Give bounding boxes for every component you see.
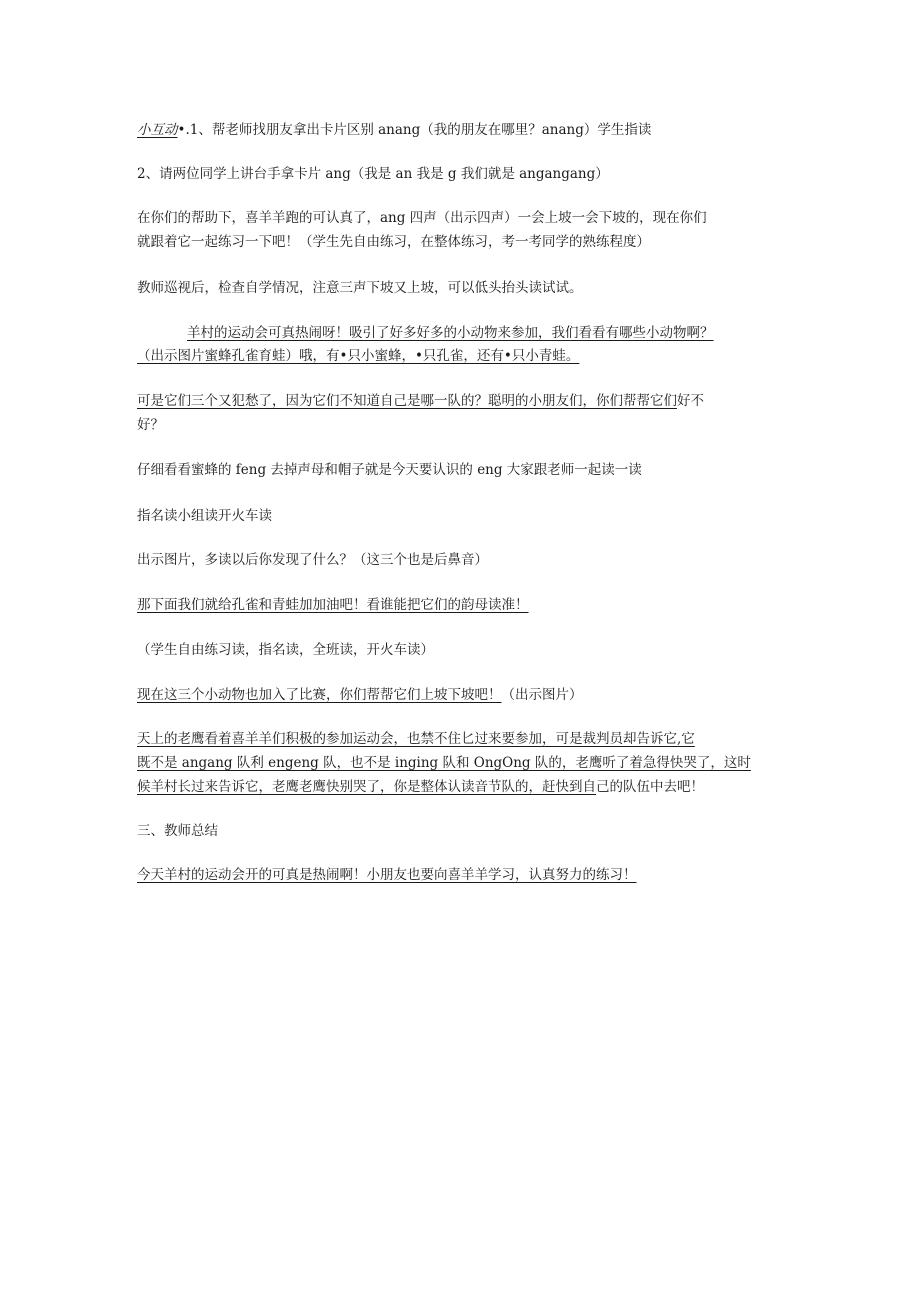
sports-meet-text-2: （出示图片蜜蜂孔雀育蛙）哦，有•只小蜜蜂，•只孔雀，还有•只小青蛙。: [137, 348, 580, 364]
summary-text: 今天羊村的运动会开的可真是热闹啊！小朋友也要向喜羊羊学习，认真努力的练习！: [137, 867, 637, 883]
paragraph-eagle-line-2: [137, 752, 797, 774]
paragraph-teacher-check: 教师巡视后，检查自学情况，注意三声下坡又上坡，可以低头抬头读试试。: [137, 280, 583, 296]
paragraph-eng-intro: 仔细看看蜜蜂的 feng 去掉声母和帽子就是今天要认识的 eng 大家跟老师一起读一读: [137, 462, 642, 478]
paragraph-team-question-line-2: 好？: [137, 417, 164, 433]
team-question-rest: 好不: [677, 393, 704, 409]
paragraph-sports-meet-line-1: [187, 322, 847, 344]
eagle-text-1: 天上的老鹰看着喜羊羊们积极的参加运动会，也禁不住匕过来要参加，可是裁判员却告诉它,它: [137, 731, 695, 747]
paragraph-team-question-line-1: [137, 390, 797, 412]
sports-meet-text-1: 羊村的运动会可真热闹呀！吸引了好多好多的小动物来参加，我们看看有哪些小动物啊？: [187, 325, 714, 341]
paragraph-practice-line-1: 在你们的帮助下，喜羊羊跑的可认真了，ang 四声（出示四声）一会上坡一会下坡的，现在你们: [137, 210, 707, 226]
paragraph-show-picture: 出示图片，多读以后你发现了什么？（这三个也是后鼻音）: [137, 552, 488, 568]
paragraph-sports-meet-line-2: [137, 345, 797, 367]
paragraph-eagle-line-1: [137, 728, 797, 750]
interaction-text: •.1、帮老师找朋友拿出卡片区别 anang（我的朋友在哪里？anang）学生指读: [177, 122, 652, 138]
paragraph-practice-reading: （学生自由练习读，指名读，全班读，开火车读）: [137, 642, 434, 658]
eagle-text-3-underlined: 候羊村长过来告诉它，老鹰老鹰快别哭了，你是整体认读音节队的，赶快到自: [137, 779, 596, 795]
cheer-text: 那下面我们就给孔雀和青蛙加加油吧！看谁能把它们的韵母读准！: [137, 597, 529, 613]
interaction-heading: 小互动: [137, 122, 178, 138]
paragraph-practice-line-2: 就跟着它一起练习一下吧！（学生先自由练习，在整体练习，考一考同学的熟练程度）: [137, 234, 650, 250]
paragraph-interaction-2: 2、请两位同学上讲台手拿卡片 ang（我是 an 我是 g 我们就是 angangang）: [137, 166, 609, 182]
join-race-rest: （出示图片）: [501, 687, 583, 703]
eagle-text-2: 既不是 angang 队利 engeng 队，也不是 inging 队和 OngOng 队的，老鹰听了着急得快哭了，这时: [137, 755, 751, 771]
paragraph-reading-order: 指名读小组读开火车读: [137, 508, 272, 524]
paragraph-cheer: [137, 594, 797, 616]
team-question-underlined: 可是它们三个又犯愁了，因为它们不知道自己是哪一队的？聪明的小朋友们，你们帮帮它们: [137, 393, 677, 409]
section-heading-summary: 三、教师总结: [137, 823, 218, 839]
paragraph-summary: [137, 864, 797, 886]
paragraph-eagle-line-3: [137, 776, 797, 798]
paragraph-join-race: [137, 684, 797, 706]
paragraph-interaction-1: [137, 119, 797, 141]
eagle-text-3-rest: 己的队伍中去吧！: [596, 779, 704, 795]
join-race-underlined: 现在这三个小动物也加入了比赛，你们帮帮它们上坡下坡吧！: [137, 687, 502, 703]
